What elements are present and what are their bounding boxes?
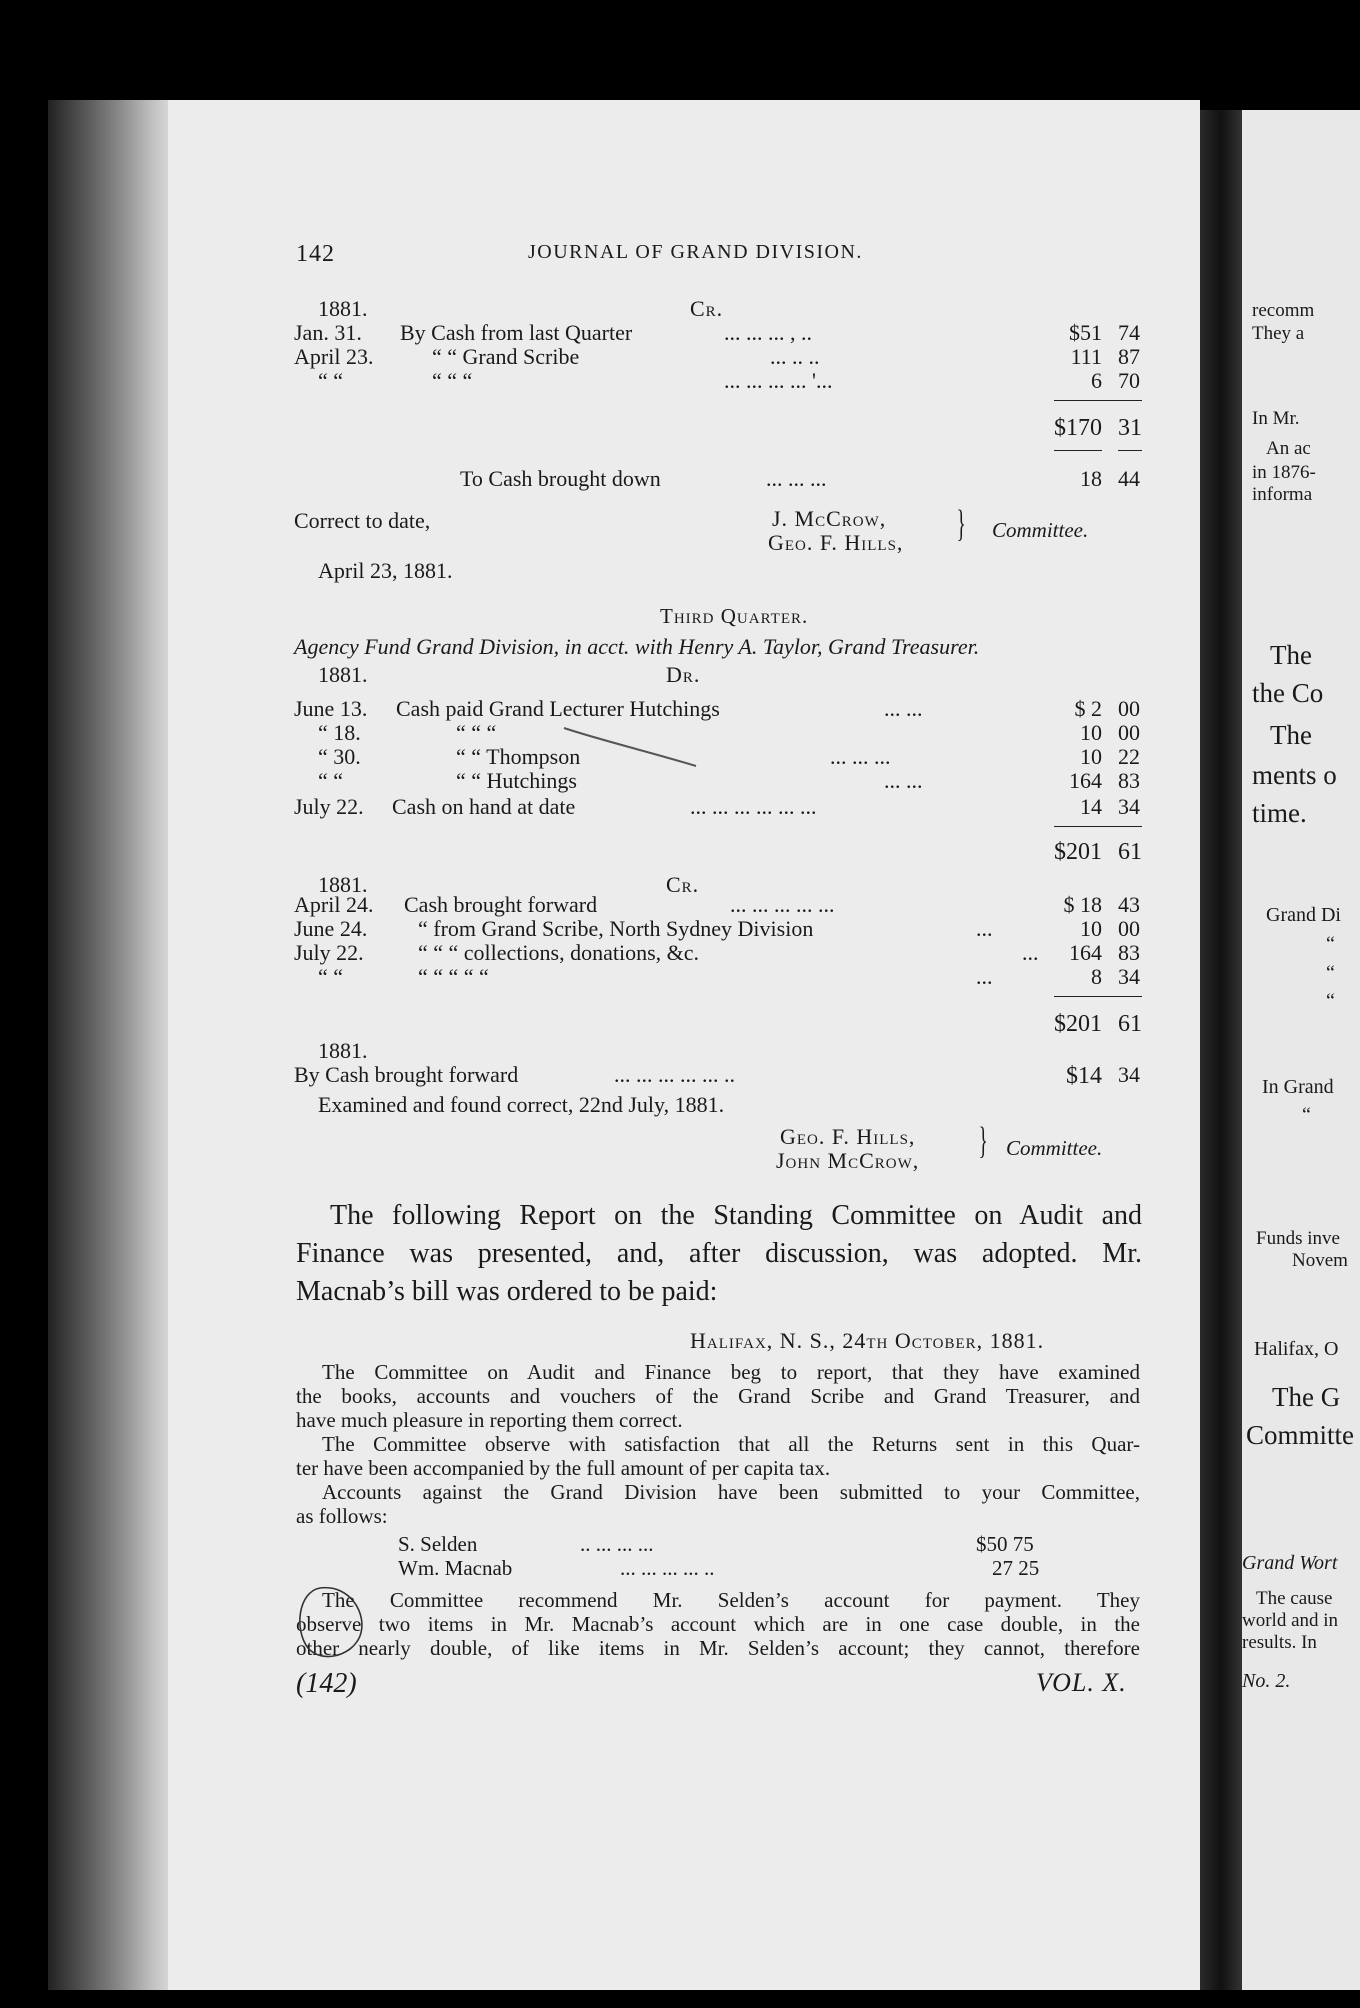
right-page-line: Grand Di	[1266, 904, 1341, 926]
right-page-line: Committe	[1246, 1420, 1354, 1450]
book-spine	[48, 100, 168, 1990]
handwritten-page-number: (142)	[296, 1668, 357, 1699]
report-line: observe two items in Mr. Macnab’s account which are in one case double, in the	[296, 1612, 1140, 1636]
ledger-dollars: 164	[1069, 940, 1102, 965]
report-line: The Committee recommend Mr. Selden’s account for payment. They	[322, 1588, 1140, 1612]
ledger-leaders: ...	[976, 964, 993, 989]
right-page-line: world and in	[1242, 1610, 1339, 1631]
ledger-dollars: $14	[1066, 1063, 1102, 1089]
sum-rule	[1054, 826, 1142, 827]
ledger-dollars: $ 2	[1074, 696, 1102, 721]
section-date: April 23, 1881.	[318, 558, 453, 583]
ledger-date: April 24.	[294, 892, 374, 917]
ledger-date: July 22.	[294, 940, 364, 965]
ledger-desc: Cash on hand at date	[392, 794, 576, 819]
ledger-leaders: ... ... ... ... ... ...	[690, 794, 817, 819]
brought-forward-desc: By Cash brought forward	[294, 1062, 519, 1087]
report-line: The Committee observe with satisfaction that all the Returns sent in this Quar-	[322, 1432, 1140, 1456]
ledger-leaders: ... ... ... ... ...	[730, 892, 835, 917]
right-page-line: The	[1270, 640, 1312, 670]
ledger-leaders: ... ...	[884, 768, 923, 793]
section-side-label: Cr.	[666, 872, 700, 897]
total-dollars: $201	[1054, 839, 1102, 865]
right-page-line: informa	[1252, 484, 1313, 505]
report-line: as follows:	[296, 1504, 388, 1528]
ledger-dollars: 6	[1091, 368, 1102, 393]
section-year: 1881.	[318, 872, 368, 897]
ledger-date: “ “	[318, 768, 344, 793]
ledger-dollars: 10	[1080, 916, 1102, 941]
ledger-desc: Cash paid Grand Lecturer Hutchings	[396, 696, 720, 721]
section-side-label: Cr.	[690, 296, 724, 321]
ledger-cents: 00	[1118, 916, 1140, 941]
ledger-cents: 83	[1118, 768, 1140, 793]
right-page-line: “	[1326, 990, 1335, 1012]
committee-label: Committee.	[1006, 1136, 1103, 1160]
ledger-desc: Cash brought forward	[404, 892, 598, 917]
ledger-date: June 24.	[294, 916, 368, 941]
ledger-date: April 23.	[294, 344, 374, 369]
account-name: S. Selden	[398, 1532, 478, 1556]
ledger-leaders: ... ... ... ... ... ..	[614, 1062, 735, 1087]
ledger-desc: “ “ “ “ “	[418, 964, 489, 989]
ledger-dollars: 14	[1080, 794, 1102, 819]
report-line: the books, accounts and vouchers of the Grand Scribe and Grand Treasurer, and	[296, 1384, 1140, 1408]
right-page-line: Funds inve	[1256, 1228, 1340, 1249]
total-cents: 31	[1118, 415, 1142, 441]
report-intro-line: Finance was presented, and, after discussion, was adopted. Mr.	[296, 1238, 1142, 1269]
section-year: 1881.	[318, 296, 368, 321]
ledger-desc: “ “ “ collections, donations, &c.	[418, 940, 700, 965]
ledger-cents: 34	[1118, 1062, 1140, 1087]
ledger-cents: 00	[1118, 696, 1140, 721]
section-side-label: Dr.	[666, 662, 701, 687]
section-subtitle: Agency Fund Grand Division, in acct. with Henry A. Taylor, Grand Treasurer.	[294, 634, 980, 659]
ledger-leaders: ... ... ... , ..	[724, 320, 812, 345]
ledger-dollars: $ 18	[1063, 892, 1102, 917]
total-dollars: $201	[1054, 1011, 1102, 1037]
ledger-dollars: 10	[1080, 720, 1102, 745]
ledger-cents: 00	[1118, 720, 1140, 745]
ledger-cents: 34	[1118, 964, 1140, 989]
right-page-edge	[1242, 110, 1360, 1990]
right-page-line: ments o	[1252, 760, 1337, 790]
book-gutter	[1200, 110, 1242, 1990]
ledger-desc: “ “ “	[432, 368, 473, 393]
brought-down-desc: To Cash brought down	[460, 466, 661, 491]
correct-note: Correct to date,	[294, 508, 431, 533]
ledger-leaders: ... ... ...	[766, 466, 827, 491]
sum-rule	[1054, 996, 1142, 997]
pencil-stroke-mark	[560, 722, 700, 772]
account-leaders: ... ... ... ... ..	[620, 1556, 715, 1580]
right-page-line: They a	[1252, 323, 1305, 344]
signer-name: J. McCrow,	[772, 506, 887, 531]
account-leaders: .. ... ... ...	[580, 1532, 654, 1556]
ledger-desc: “ “ Thompson	[456, 744, 581, 769]
ledger-cents: 74	[1118, 320, 1140, 345]
page-number: 142	[296, 241, 335, 267]
right-page-line: An ac	[1266, 438, 1311, 459]
ledger-dollars: $51	[1069, 320, 1102, 345]
right-page-line: “	[1326, 962, 1335, 984]
ledger-leaders: ...	[976, 916, 993, 941]
ledger-desc: “ “ “	[456, 720, 497, 745]
right-page-line: time.	[1252, 798, 1307, 828]
right-page-line: recomm	[1252, 300, 1315, 321]
ledger-dollars: 10	[1080, 744, 1102, 769]
right-page-line: No. 2.	[1242, 1670, 1291, 1692]
account-amount: 27 25	[992, 1556, 1040, 1580]
ledger-cents: 34	[1118, 794, 1140, 819]
ledger-date: Jan. 31.	[294, 320, 362, 345]
right-page-line: In Grand	[1262, 1076, 1334, 1098]
account-name: Wm. Macnab	[398, 1556, 513, 1580]
report-dateline: Halifax, N. S., 24th October, 1881.	[690, 1328, 1045, 1353]
ledger-date: June 13.	[294, 696, 368, 721]
ledger-dollars: 18	[1080, 466, 1102, 491]
pencil-circle-mark	[290, 1570, 410, 1680]
brace-icon: }	[956, 503, 966, 545]
ledger-dollars: 8	[1091, 964, 1102, 989]
right-page-line: the Co	[1252, 678, 1324, 708]
right-page-line: “	[1302, 1104, 1311, 1126]
section-year: 1881.	[318, 662, 368, 687]
ledger-leaders: ...	[1022, 940, 1039, 965]
total-cents: 61	[1118, 1011, 1142, 1037]
ledger-cents: 70	[1118, 368, 1140, 393]
right-page-line: The G	[1272, 1382, 1341, 1412]
ledger-desc: By Cash from last Quarter	[400, 320, 633, 345]
ledger-cents: 44	[1118, 466, 1140, 491]
ledger-cents: 22	[1118, 744, 1140, 769]
ledger-desc: “ “ Grand Scribe	[432, 344, 580, 369]
ledger-desc: “ from Grand Scribe, North Sydney Division	[418, 916, 814, 941]
ledger-desc: “ “ Hutchings	[456, 768, 577, 793]
running-title: JOURNAL OF GRAND DIVISION.	[528, 241, 863, 263]
section-title: Third Quarter.	[660, 604, 809, 628]
sum-rule	[1054, 450, 1102, 451]
right-page-line: in 1876-	[1252, 462, 1316, 483]
right-page-line: The cause	[1256, 1588, 1333, 1609]
ledger-leaders: ... ... ...	[830, 744, 891, 769]
ledger-leaders: ... ...	[884, 696, 923, 721]
account-amount: $50 75	[976, 1532, 1034, 1556]
ledger-cents: 87	[1118, 344, 1140, 369]
report-line: Accounts against the Grand Division have been submitted to your Committee,	[322, 1480, 1140, 1504]
ledger-date: “ 30.	[318, 744, 361, 769]
section-year: 1881.	[318, 1038, 368, 1063]
ledger-dollars: 164	[1069, 768, 1102, 793]
right-page-line: Halifax, O	[1254, 1338, 1339, 1360]
ledger-leaders: ... .. ..	[770, 344, 820, 369]
report-line: have much pleasure in reporting them correct.	[296, 1408, 683, 1432]
total-cents: 61	[1118, 839, 1142, 865]
signer-name: Geo. F. Hills,	[768, 530, 904, 555]
right-page-line: results. In	[1242, 1632, 1317, 1653]
report-line: The Committee on Audit and Finance beg to report, that they have examined	[322, 1360, 1140, 1384]
ledger-date: “ “	[318, 368, 344, 393]
ledger-date: July 22.	[294, 794, 364, 819]
committee-label: Committee.	[992, 518, 1089, 542]
ledger-leaders: ... ... ... ... '...	[724, 368, 833, 393]
volume-label: VOL. X.	[1036, 1668, 1127, 1697]
ledger-cents: 43	[1118, 892, 1140, 917]
total-dollars: $170	[1054, 415, 1102, 441]
report-line: ter have been accompanied by the full amount of per capita tax.	[296, 1456, 831, 1480]
sum-rule	[1118, 450, 1142, 451]
report-line: other nearly double, of like items in Mr. Selden’s account; they cannot, therefore	[296, 1636, 1140, 1660]
ledger-date: “ 18.	[318, 720, 361, 745]
report-intro-line: The following Report on the Standing Committee on Audit and	[330, 1200, 1142, 1231]
examined-note: Examined and found correct, 22nd July, 1881.	[318, 1092, 725, 1117]
right-page-line: “	[1326, 933, 1335, 955]
ledger-dollars: 111	[1070, 344, 1102, 369]
right-page-line: In Mr.	[1252, 408, 1300, 429]
signer-name: Geo. F. Hills,	[780, 1124, 916, 1149]
sum-rule	[1054, 400, 1142, 401]
brace-icon: }	[978, 1120, 988, 1162]
signer-name: John McCrow,	[776, 1148, 920, 1173]
right-page-line: The	[1270, 720, 1312, 750]
ledger-date: “ “	[318, 964, 344, 989]
right-page-line: Novem	[1292, 1250, 1348, 1271]
report-intro-line: Macnab’s bill was ordered to be paid:	[296, 1276, 718, 1307]
ledger-cents: 83	[1118, 940, 1140, 965]
right-page-line: Grand Wort	[1242, 1552, 1338, 1574]
